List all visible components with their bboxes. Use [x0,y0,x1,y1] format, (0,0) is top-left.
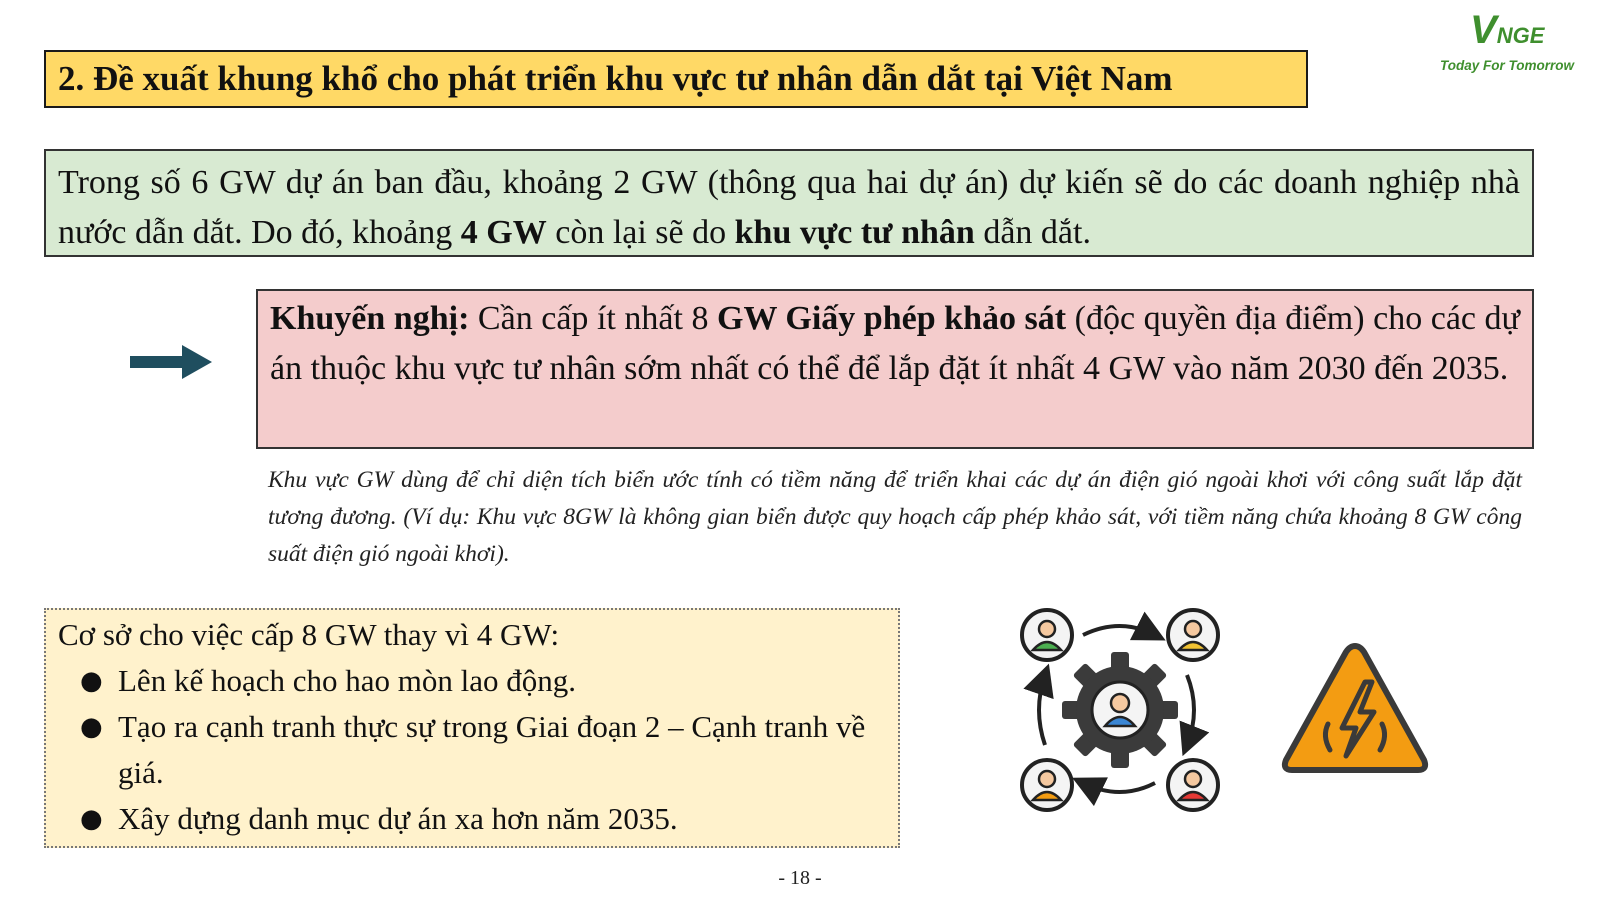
list-item: ● Lên kế hoạch cho hao mòn lao động. [80,663,576,698]
logo-tagline: Today For Tomorrow [1440,58,1574,73]
page-number: - 18 - [778,867,822,889]
rationale-list [58,658,886,842]
people-network-gear-icon [1015,605,1225,815]
list-item: ● Xây dựng danh mục dự án xa hơn năm 2035. [80,801,678,836]
slide-title: 2. Đề xuất khung khổ cho phát triển khu vực tư nhân dẫn dắt tại Việt Nam [44,50,1308,108]
rationale-heading: Cơ sở cho việc cấp 8 GW thay vì 4 GW: [58,617,560,652]
summary-box: Trong số 6 GW dự án ban đầu, khoảng 2 GW (thông qua hai dự án) dự kiến sẽ do các doanh nghiệp nhà nước dẫn dắt. Do đó, khoảng 4 GW còn lại sẽ do khu vực tư nhân dẫn dắt. [44,149,1534,257]
right-arrow-icon [130,345,212,379]
recommendation-box: Khuyến nghị: Cần cấp ít nhất 8 GW Giấy phép khảo sát (độc quyền địa điểm) cho các dự án thuộc khu vực tư nhân sớm nhất có thể để lắp đặt ít nhất 4 GW vào năm 2030 đến 2035. [256,289,1534,449]
rationale-box [44,608,900,848]
list-item: ● Tạo ra cạnh tranh thực sự trong Giai đoạn 2 – Cạnh tranh về giá. [80,709,866,790]
logo-mark: VNGE [1470,8,1545,52]
footnote: Khu vực GW dùng để chỉ diện tích biển ước tính có tiềm năng để triển khai các dự án điện gió ngoài khơi với công suất lắp đặt tương đương. (Ví dụ: Khu vực 8GW là không gian biển được quy hoạch cấp phép khảo sát, với tiềm năng chứa khoảng 8 GW công suất điện gió ngoài khơi). [268,467,1522,567]
vnge-logo [1440,4,1590,76]
high-voltage-warning-icon [1280,638,1430,778]
